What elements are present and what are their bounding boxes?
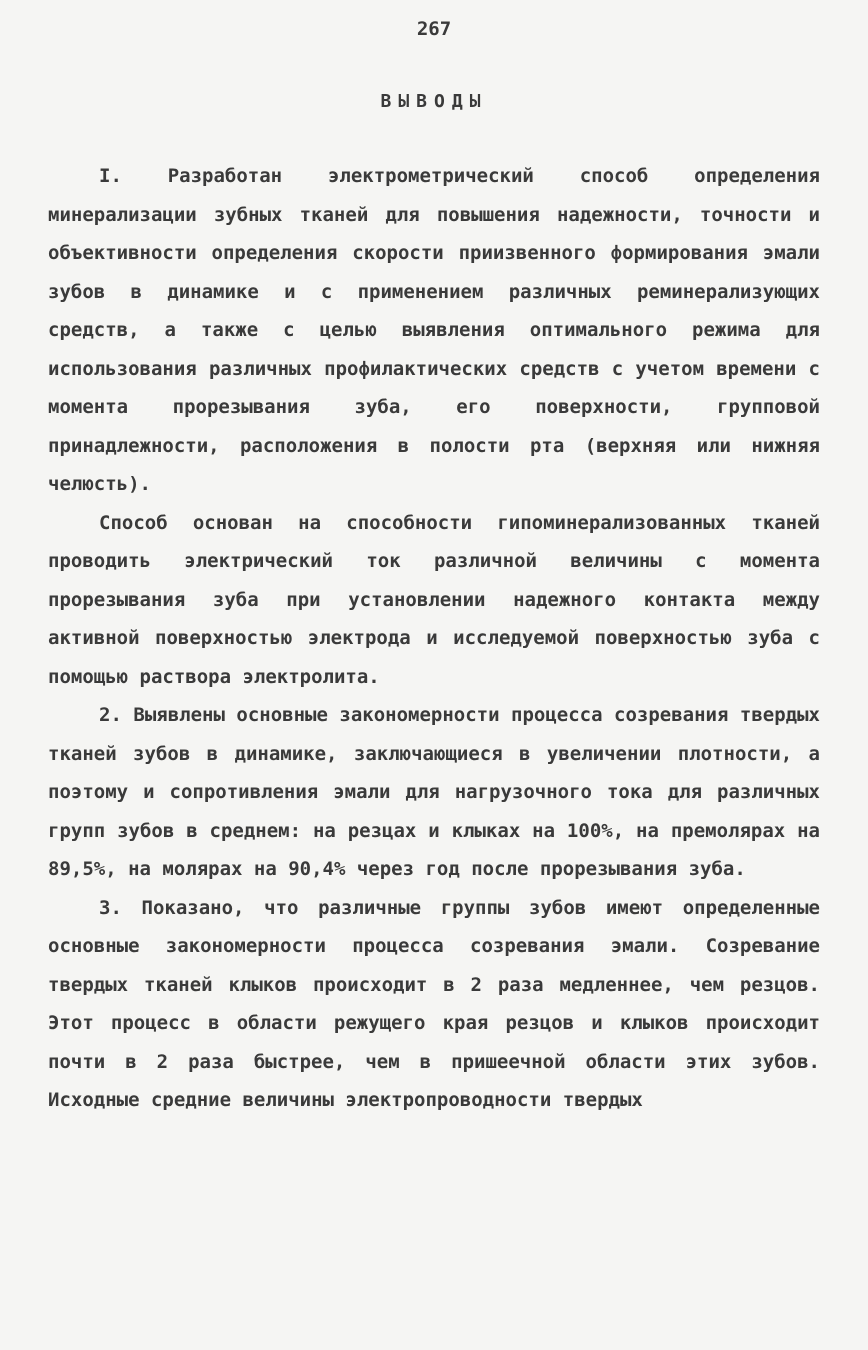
paragraph-conclusion-1: I. Разработан электрометрический способ определения минерализации зубных тканей для повышения надежности, точности и объективности определения скорости приизвенного формирования эмали зубов в динамике и с применением различных реминерализующих средств, а также с целью выявления оптимального режима для использования различных профилактических средств с учетом времени с момента прорезывания зуба, его поверхности, групповой принадлежности, расположения в полости рта (верхняя или нижняя челюсть). [48,165,820,495]
section-heading: ВЫВОДЫ [380,91,488,112]
paragraph-conclusion-2: 2. Выявлены основные закономерности процесса созревания твердых тканей зубов в динамике, заключающиеся в увеличении плотности, а поэтому и сопротивления эмали для нагрузочного тока для различных групп зубов в среднем: на резцах и клыках на 100%, на премолярах на 89,5%, на молярах на 90,4% через год после прорезывания зуба. [48,704,820,880]
body-text [48,157,820,1120]
paragraph-method-basis: Способ основан на способности гипоминерализованных тканей проводить электрический ток различной величины с момента прорезывания зуба при установлении надежного контакта между активной поверхностью электрода и исследуемой поверхностью зуба с помощью раствора электролита. [48,511,820,688]
page-number: 267 [416,18,452,40]
paragraph-conclusion-3: 3. Показано, что различные группы зубов имеют определенные основные закономерности процесса созревания эмали. Созревание твердых тканей клыков происходит в 2 раза медленнее, чем резцов. Этот процесс в области режущего края резцов и клыков происходит почти в 2 раза быстрее, чем в пришеечной области этих зубов. Исходные средние величины электропроводности твердых [48,896,820,1111]
